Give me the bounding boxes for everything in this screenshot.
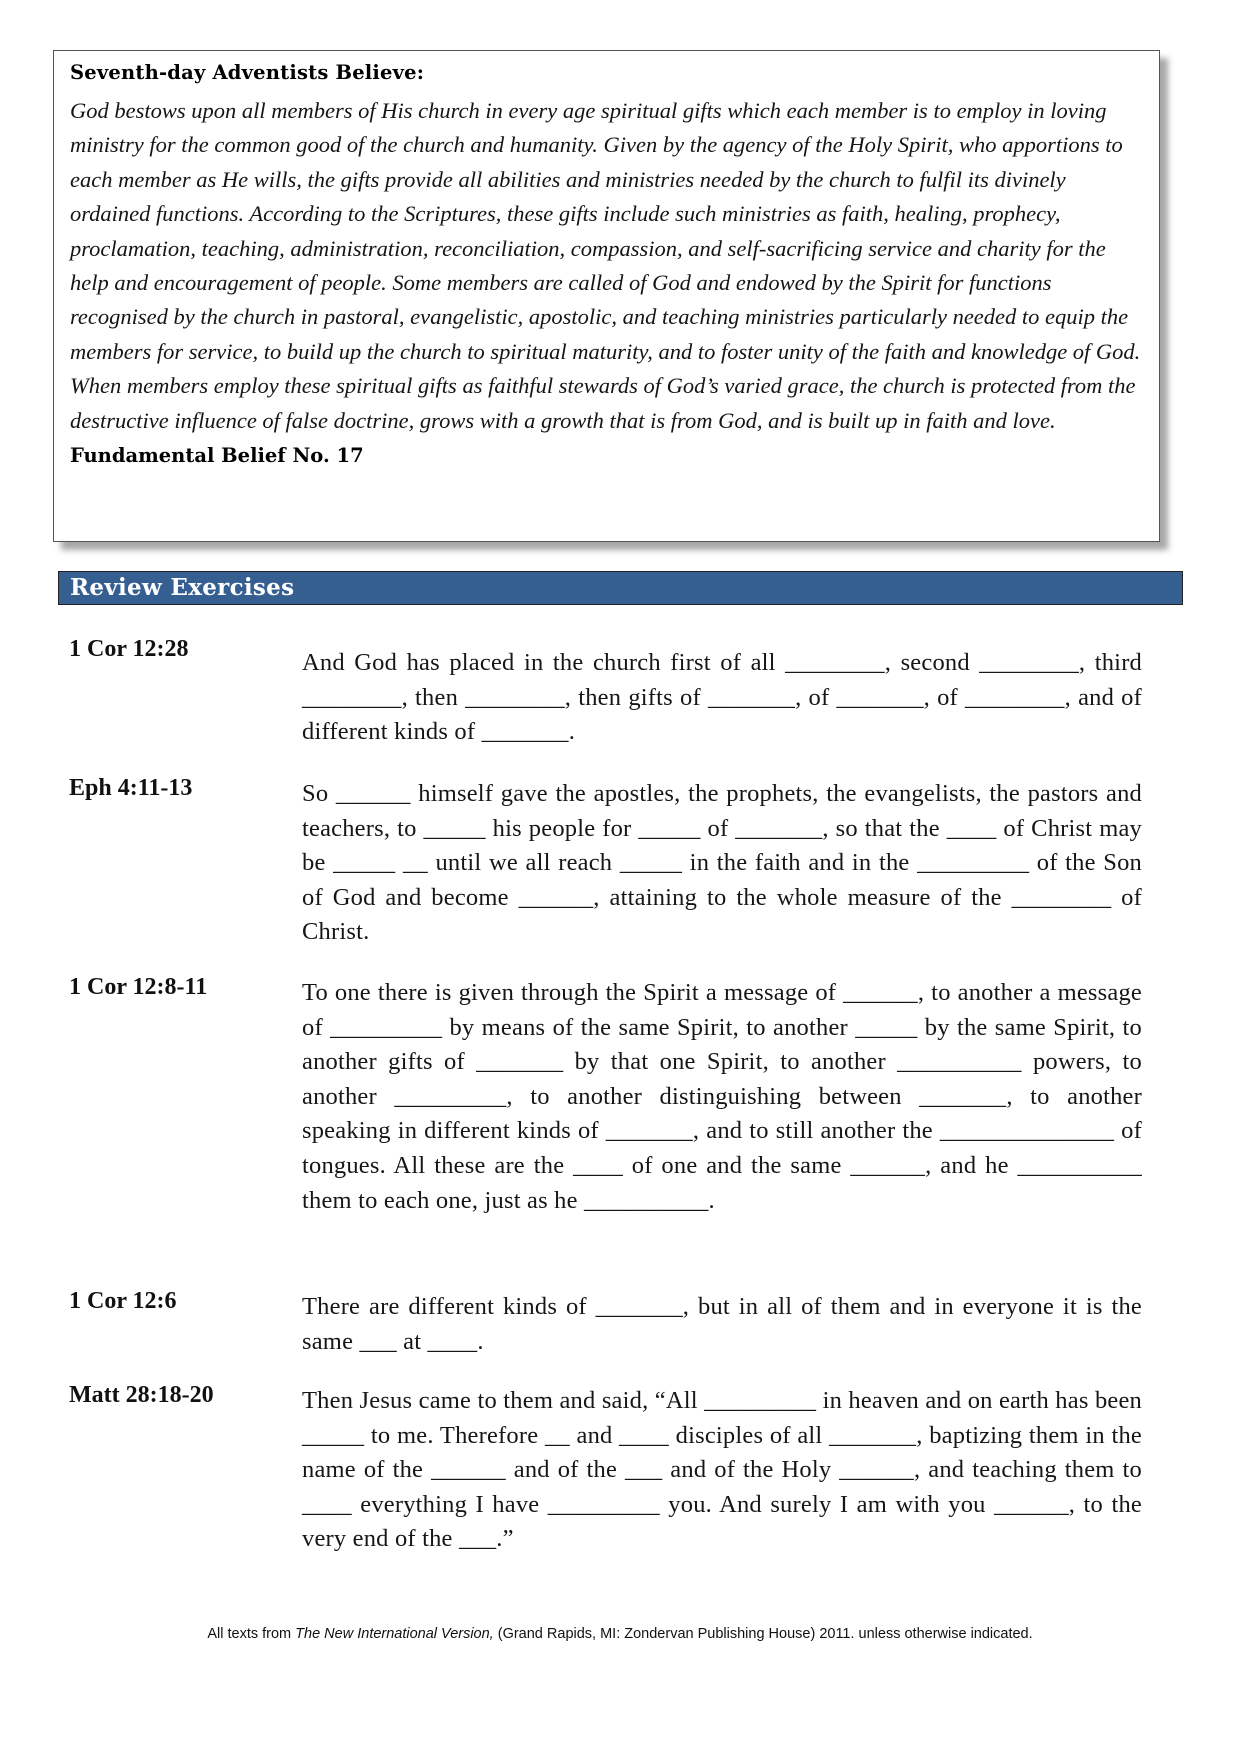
fill-in-passage: Then Jesus came to them and said, “All _________ in heaven and on earth has been _____ to me. Therefore __ and ____ disciples of all _______, baptizing them in the name of the ______ and of the ___ and of the Holy ______, and teaching them to ____ everything I have _________ you. And surely I am with you ______, to the very end of the ___.” xyxy=(302,1387,1142,1553)
fill-in-passage: To one there is given through the Spirit a message of ______, to another a message of _________ by means of the same Spirit, to another _____ by the same Spirit, to another gifts of _______ by that one Spirit, to another __________ powers, to another _________, to another distinguishing between _______, to another speaking in different kinds of _______, and to still another the ______________ of tongues. All these are the ____ of one and the same ______, and he __________ them to each one, just as he __________. xyxy=(302,979,1142,1214)
scripture-reference: Eph 4:11-13 xyxy=(69,775,193,801)
belief-footer: Fundamental Belief No. 17 xyxy=(70,444,364,468)
scripture-reference: 1 Cor 12:28 xyxy=(69,636,189,662)
footnote-suffix: (Grand Rapids, MI: Zondervan Publishing House) 2011. unless otherwise indicated. xyxy=(493,1626,1033,1642)
belief-body: God bestows upon all members of His church in every age spiritual gifts which each member is to employ in loving ministry for the common good of the church and humanity. Given by the agency of the Holy Spirit, who apportions to each member as He wills, the gifts provide all abilities and ministries needed by the church to fulfil its divinely ordained functions. According to the Scriptures, these gifts include such ministries as faith, healing, prophecy, proclamation, teaching, administration, reconciliation, compassion, and self-sacrificing service and charity for the help and encouragement of people. Some members are called of God and endowed by the Spirit for functions recognised by the church in pastoral, evangelistic, apostolic, and teaching ministries particularly needed to equip the members for service, to build up the church to spiritual maturity, and to foster unity of the faith and knowledge of God. When members employ these spiritual gifts as faithful stewards of God’s varied grace, the church is protected from the destructive influence of false doctrine, grows with a growth that is from God, and is built up in faith and love. xyxy=(70,98,1141,433)
section-title: Review Exercises xyxy=(58,571,1183,605)
fill-in-passage: There are different kinds of _______, but in all of them and in everyone it is the same ___ at ____. xyxy=(302,1293,1142,1355)
scripture-reference: Matt 28:18-20 xyxy=(69,1382,214,1408)
scripture-reference: 1 Cor 12:8-11 xyxy=(69,974,208,1000)
fill-in-passage: And God has placed in the church first of all ________, second ________, third ________, then ________, then gifts of _______, of _______, of ________, and of different kinds of _______. xyxy=(302,649,1142,746)
fill-in-passage: So ______ himself gave the apostles, the prophets, the evangelists, the pastors and teachers, to _____ his people for _____ of _______, so that the ____ of Christ may be _____ __ until we all reach _____ in the faith and in the _________ of the Son of God and become ______, attaining to the whole measure of the ________ of Christ. xyxy=(302,780,1142,946)
footnote-prefix: All texts from xyxy=(207,1626,296,1642)
source-footnote xyxy=(0,1626,1240,1642)
belief-box xyxy=(53,50,1160,542)
scripture-reference: 1 Cor 12:6 xyxy=(69,1288,177,1314)
footnote-title: The New International Version, xyxy=(295,1626,494,1642)
belief-heading: Seventh-day Adventists Believe: xyxy=(70,61,425,84)
